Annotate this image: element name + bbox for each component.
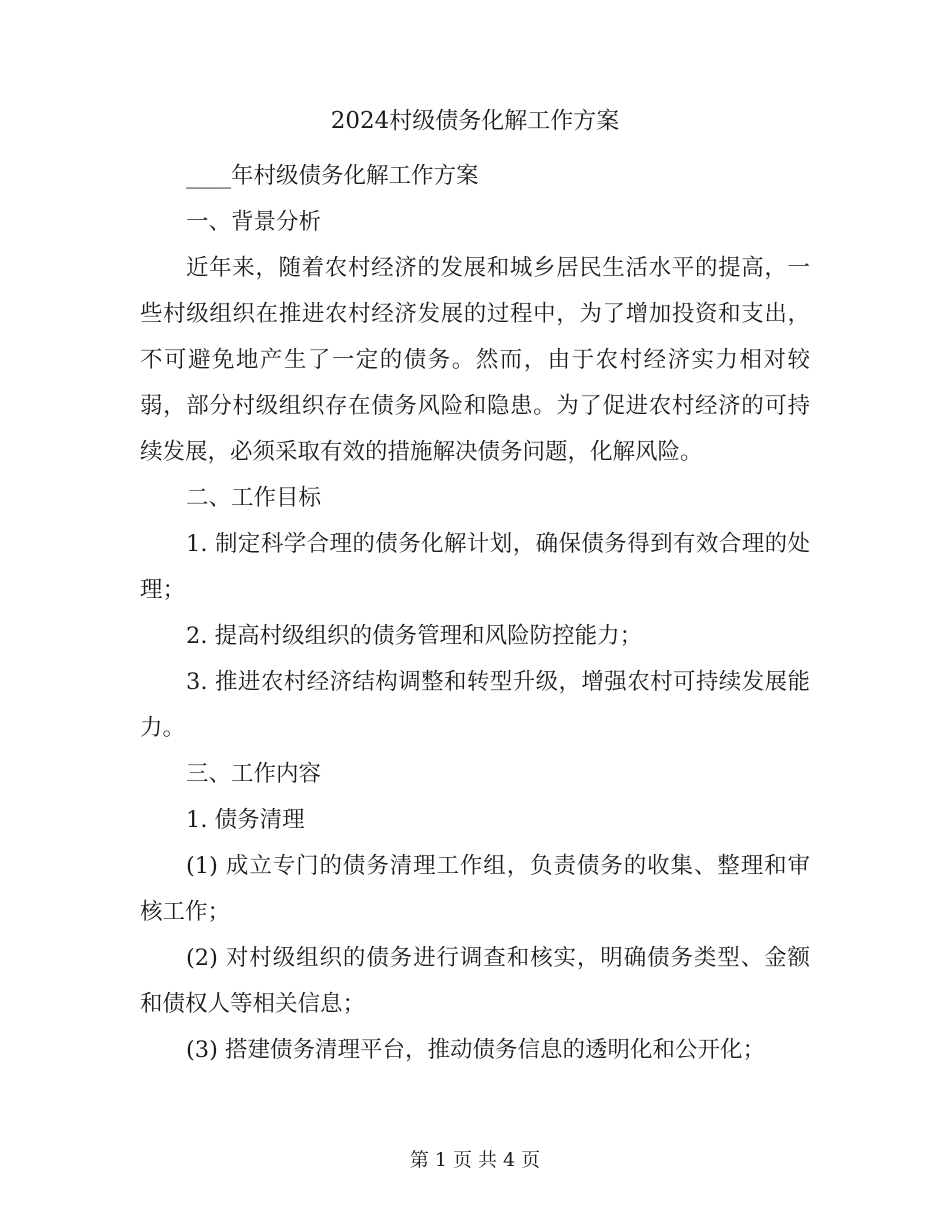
content-item-3: (3) 搭建债务清理平台，推动债务信息的透明化和公开化； bbox=[186, 1037, 766, 1063]
document-title: 2024村级债务化解工作方案 bbox=[330, 108, 620, 134]
section-heading-content: 三、工作内容 bbox=[186, 761, 322, 787]
goal-item-1: 1. 制定科学合理的债务化解计划，确保债务得到有效合理的处理； bbox=[140, 531, 810, 603]
subtitle-line: ____年村级债务化解工作方案 bbox=[186, 163, 479, 189]
section-heading-goals: 二、工作目标 bbox=[186, 485, 322, 511]
goal-item-3: 3. 推进农村经济结构调整和转型升级，增强农村可持续发展能力。 bbox=[140, 669, 810, 741]
document-body bbox=[140, 153, 810, 1073]
paragraph-background: 近年来，随着农村经济的发展和城乡居民生活水平的提高，一些村级组织在推进农村经济发展的过程中，为了增加投资和支出，不可避免地产生了一定的债务。然而，由于农村经济实力相对较弱，部分村级组织存在债务风险和隐患。为了促进农村经济的可持续发展，必须采取有效的措施解决债务问题，化解风险。 bbox=[140, 255, 810, 465]
goal-item-2: 2. 提高村级组织的债务管理和风险防控能力； bbox=[186, 623, 643, 649]
page-footer: 第 1 页 共 4 页 bbox=[409, 1149, 541, 1171]
subheading-debt-clearing: 1. 债务清理 bbox=[186, 807, 305, 833]
content-item-1: (1) 成立专门的债务清理工作组，负责债务的收集、整理和审核工作； bbox=[140, 853, 810, 925]
content-item-2: (2) 对村级组织的债务进行调查和核实，明确债务类型、金额和债权人等相关信息； bbox=[140, 945, 810, 1017]
section-heading-background: 一、背景分析 bbox=[186, 209, 322, 235]
